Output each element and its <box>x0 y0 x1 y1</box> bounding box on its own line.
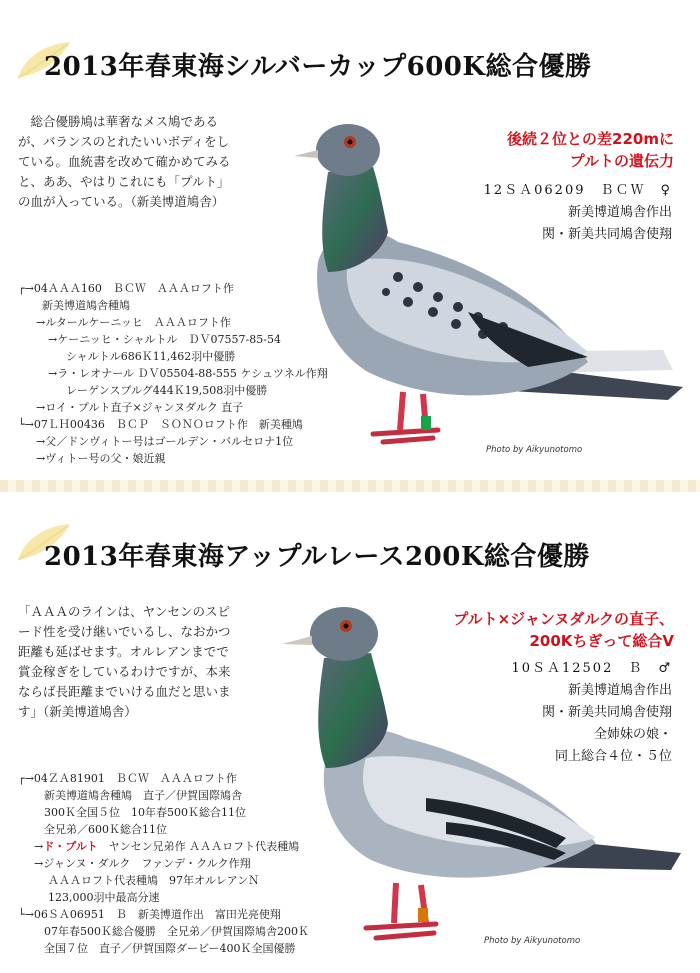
pedigree-text: ルタールケーニッヒ ＡＡＡロフト作 <box>45 316 231 329</box>
intro-line: が、バランスのとれたいいボディをし <box>18 134 230 149</box>
pedigree-line <box>18 923 309 940</box>
pedigree-text: 07ＬＨ00436 ＢＣＰ ＳＯＮＯロフト作 新美種鳩 <box>33 418 303 431</box>
pigeon-photo <box>276 598 686 958</box>
pedigree-text: シャルトル686Ｋ11,462羽中優勝 <box>66 350 236 363</box>
pedigree-text: 新美博道鳩舎種鳩 直子／伊賀国際鳩舎 <box>44 789 242 802</box>
intro-line: ならば長距離までいける血だと思いま <box>18 684 231 699</box>
ring-number: 12ＳＡ06209 ＢＣＷ ♀ <box>483 183 672 198</box>
pedigree-line <box>18 855 309 872</box>
photo-credit: Photo by Aikyunotomo <box>484 936 581 946</box>
pedigree-connector: → <box>36 316 46 329</box>
pedigree-text: 04ＡＡＡ160 ＢＣＷ ＡＡＡロフト作 <box>33 282 234 295</box>
pedigree-connector: ┌→ <box>18 282 34 295</box>
pedigree-text: 新美博道鳩舎種鳩 <box>42 299 130 312</box>
pedigree-connector: → <box>48 333 58 346</box>
headline-line: 後続２位との差220mに <box>507 130 674 148</box>
pedigree-connector: → <box>36 452 46 465</box>
pedigree-connector: → <box>48 367 58 380</box>
pedigree-text: 06ＳＡ06951 Ｂ 新美博道作出 富田光亮使翔 <box>33 908 281 921</box>
headline-line: プルト×ジャンヌダルクの直子、 <box>453 610 674 628</box>
pedigree-line <box>18 821 309 838</box>
pedigree-chart <box>18 280 328 467</box>
pedigree-connector: ┌→ <box>18 772 34 785</box>
ring-number: 10ＳＡ12502 Ｂ ♂ <box>511 661 672 676</box>
pedigree-line <box>18 838 309 855</box>
pedigree-text: 07年春500Ｋ総合優勝 全兄弟／伊賀国際鳩舎200Ｋ <box>44 925 309 938</box>
pedigree-line <box>18 906 309 923</box>
pedigree-connector: → <box>36 435 46 448</box>
intro-line: と、ああ、やはりこれにも「プルト」 <box>18 174 230 189</box>
section-divider <box>0 480 700 492</box>
pedigree-chart <box>18 770 309 957</box>
pedigree-text: 123,000羽中最高分速 <box>48 891 160 904</box>
pedigree-line <box>18 940 309 957</box>
intro-text <box>18 112 268 212</box>
pedigree-line <box>18 416 328 433</box>
intro-line: 総合優勝鳩は華奢なメス鳩である <box>30 114 219 129</box>
article-panel-1 <box>0 0 700 480</box>
pedigree-text: ラ・レオナール ＤＶ05504-88-555 ケシュツネル作翔 <box>57 367 328 380</box>
pedigree-text: 全兄弟／600Ｋ総合11位 <box>44 823 167 836</box>
intro-text <box>18 602 283 722</box>
article-panel-2 <box>0 492 700 973</box>
pedigree-connector: └→ <box>18 908 34 921</box>
pedigree-text: ジャンヌ・ダルク ファンデ・クルク作翔 <box>43 857 251 870</box>
pedigree-connector: → <box>34 857 44 870</box>
sibling-result: 同上総合４位・５位 <box>554 749 672 764</box>
pedigree-line <box>18 872 309 889</box>
pedigree-text: ヤンセン兄弟作 ＡＡＡロフト代表種鳩 <box>108 840 300 853</box>
pedigree-text: ロイ・プルト直子×ジャンヌダルク 直子 <box>45 401 244 414</box>
pedigree-line <box>18 770 309 787</box>
page-title: 2013年春東海シルバーカップ600K総合優勝 <box>44 52 592 82</box>
owner-text: 関・新美共同鳩舎使翔 <box>541 705 672 720</box>
pedigree-connector: → <box>36 401 46 414</box>
pedigree-line <box>18 787 309 804</box>
pedigree-line <box>18 314 328 331</box>
pedigree-text: 全国７位 直子／伊賀国際ダービー400Ｋ全国優勝 <box>44 942 296 955</box>
intro-line: 賞金稼ぎをしているわけですが、本来 <box>18 664 231 679</box>
sibling-text: 全姉妹の娘・ <box>593 727 672 742</box>
pedigree-text: 04ＺＡ81901 ＢＣＷ ＡＡＡロフト作 <box>33 772 237 785</box>
pedigree-line <box>18 297 328 314</box>
pigeon-photo <box>288 112 688 462</box>
headline-line: 200Kちぎって総合V <box>529 632 674 650</box>
pedigree-text: ヴィトー号の父・娘近親 <box>45 452 166 465</box>
sire-name: ド・プルト <box>43 840 98 853</box>
intro-line: ード性を受け継いでいるし、なおかつ <box>18 624 231 639</box>
intro-line: 距離も延ばせます。オルレアンまでで <box>18 644 229 659</box>
pedigree-connector: └→ <box>18 418 34 431</box>
pedigree-line <box>18 331 328 348</box>
breeder-text: 新美博道鳩舎作出 <box>567 683 672 698</box>
intro-line: の血が入っている。（新美博道鳩舎） <box>18 194 225 209</box>
pedigree-text: ケーニッヒ・シャルトル ＤＶ07557-85-54 <box>57 333 281 346</box>
intro-line: す」（新美博道鳩舎） <box>18 704 137 719</box>
photo-credit: Photo by Aikyunotomo <box>486 445 583 455</box>
pedigree-connector: → <box>34 840 44 853</box>
page-title: 2013年春東海アップルレース200K総合優勝 <box>44 542 590 572</box>
intro-line: 「ＡＡＡのラインは、ヤンセンのスピ <box>18 604 231 619</box>
pedigree-line <box>18 382 328 399</box>
pedigree-line <box>18 433 328 450</box>
pedigree-text: 300Ｋ全国５位 10年春500Ｋ総合11位 <box>44 806 246 819</box>
headline-line: プルトの遺伝力 <box>569 152 674 170</box>
pedigree-line <box>18 399 328 416</box>
owner-text: 関・新美共同鳩舎使翔 <box>541 227 672 242</box>
pedigree-line <box>18 450 328 467</box>
pedigree-text: ＡＡＡロフト代表種鳩 97年オルレアンＮ <box>48 874 260 887</box>
pedigree-line <box>18 280 328 297</box>
breeder-text: 新美博道鳩舎作出 <box>567 205 672 220</box>
pedigree-text: 父／ドンヴィトー号はゴールデン・バルセロナ1位 <box>45 435 294 448</box>
pedigree-line <box>18 889 309 906</box>
pedigree-line <box>18 348 328 365</box>
pedigree-text: レーゲンスブルグ444Ｋ19,508羽中優勝 <box>66 384 268 397</box>
pedigree-line <box>18 804 309 821</box>
pedigree-line <box>18 365 328 382</box>
intro-line: ている。血統書を改めて確かめてみる <box>18 154 231 169</box>
